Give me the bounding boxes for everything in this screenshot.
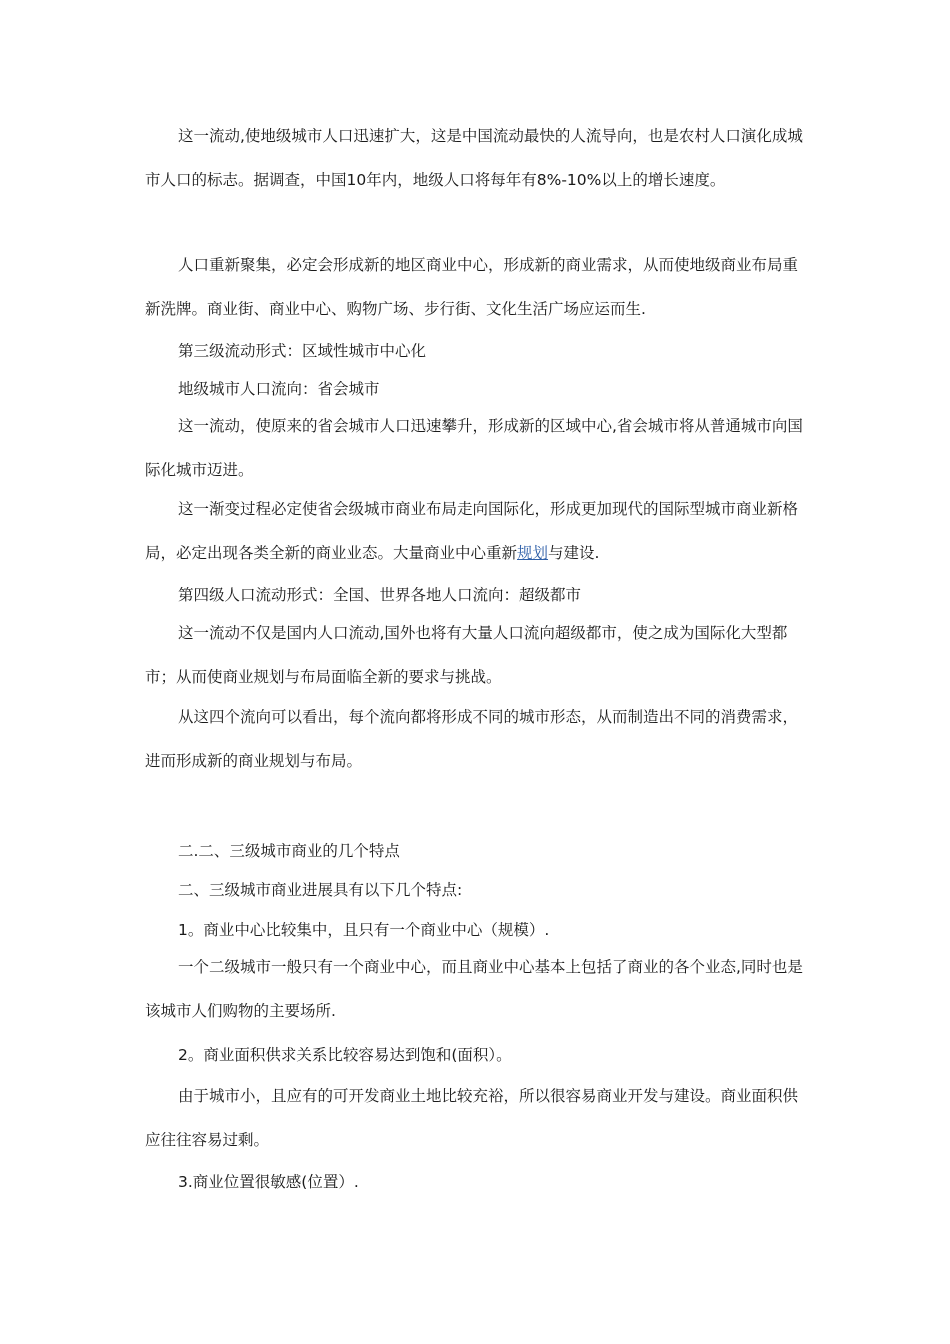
paragraph-four-flows-summary: 从这四个流向可以看出，每个流向都将形成不同的城市形态，从而制造出不同的消费需求，进而形成新的商业规划与布局。 bbox=[145, 708, 799, 770]
feature-item-3: 3.商业位置很敏感(位置）. bbox=[178, 1173, 359, 1191]
paragraph-area-surplus: 由于城市小，且应有的可开发商业土地比较充裕，所以很容易商业开发与建设。商业面积供应往往容易过剩。 bbox=[145, 1087, 799, 1149]
paragraph-features-intro: 二、三级城市商业进展具有以下几个特点: bbox=[178, 881, 463, 899]
paragraph-text: 这一渐变过程必定使省会级城市商业布局走向国际化，形成更加现代的国际型城市商业新格局，必定出现各类全新的商业业态。大量商业中心重新 bbox=[145, 500, 799, 562]
paragraph-third-level-flow: 第三级流动形式：区域性城市中心化 bbox=[178, 342, 427, 360]
paragraph-regional-commercial-center: 人口重新聚集，必定会形成新的地区商业中心，形成新的商业需求，从而使地级商业布局重新洗牌。商业街、商业中心、购物广场、步行街、文化生活广场应运而生. bbox=[145, 256, 799, 318]
paragraph-single-center: 一个二级城市一般只有一个商业中心，而且商业中心基本上包括了商业的各个业态,同时也是该城市人们购物的主要场所. bbox=[145, 958, 803, 1020]
feature-item-2: 2。商业面积供求关系比较容易达到饱和(面积）。 bbox=[178, 1046, 512, 1064]
paragraph-provincial-city-growth: 这一流动，使原来的省会城市人口迅速攀升，形成新的区域中心,省会城市将从普通城市向国际化城市迈进。 bbox=[145, 417, 803, 479]
paragraph-super-city: 这一流动不仅是国内人口流动,国外也将有大量人口流向超级都市，使之成为国际化大型都市；从而使商业规划与布局面临全新的要求与挑战。 bbox=[145, 624, 788, 686]
feature-item-1: 1。商业中心比较集中，且只有一个商业中心（规模）. bbox=[178, 921, 550, 939]
planning-link[interactable]: 规划 bbox=[517, 544, 549, 562]
paragraph-fourth-level-flow: 第四级人口流动形式：全国、世界各地人口流向：超级都市 bbox=[178, 586, 582, 604]
paragraph-text: 与建设. bbox=[548, 544, 600, 562]
section-heading: 二.二、三级城市商业的几个特点 bbox=[178, 842, 400, 860]
paragraph-prefecture-flow: 地级城市人口流向：省会城市 bbox=[178, 380, 380, 398]
paragraph-first-level-flow-effect: 这一流动,使地级城市人口迅速扩大，这是中国流动最快的人流导向，也是农村人口演化成城市人口的标志。据调查，中国10年内，地级人口将每年有8%-10%以上的增长速度。 bbox=[145, 127, 803, 189]
paragraph-internationalization bbox=[145, 487, 805, 575]
